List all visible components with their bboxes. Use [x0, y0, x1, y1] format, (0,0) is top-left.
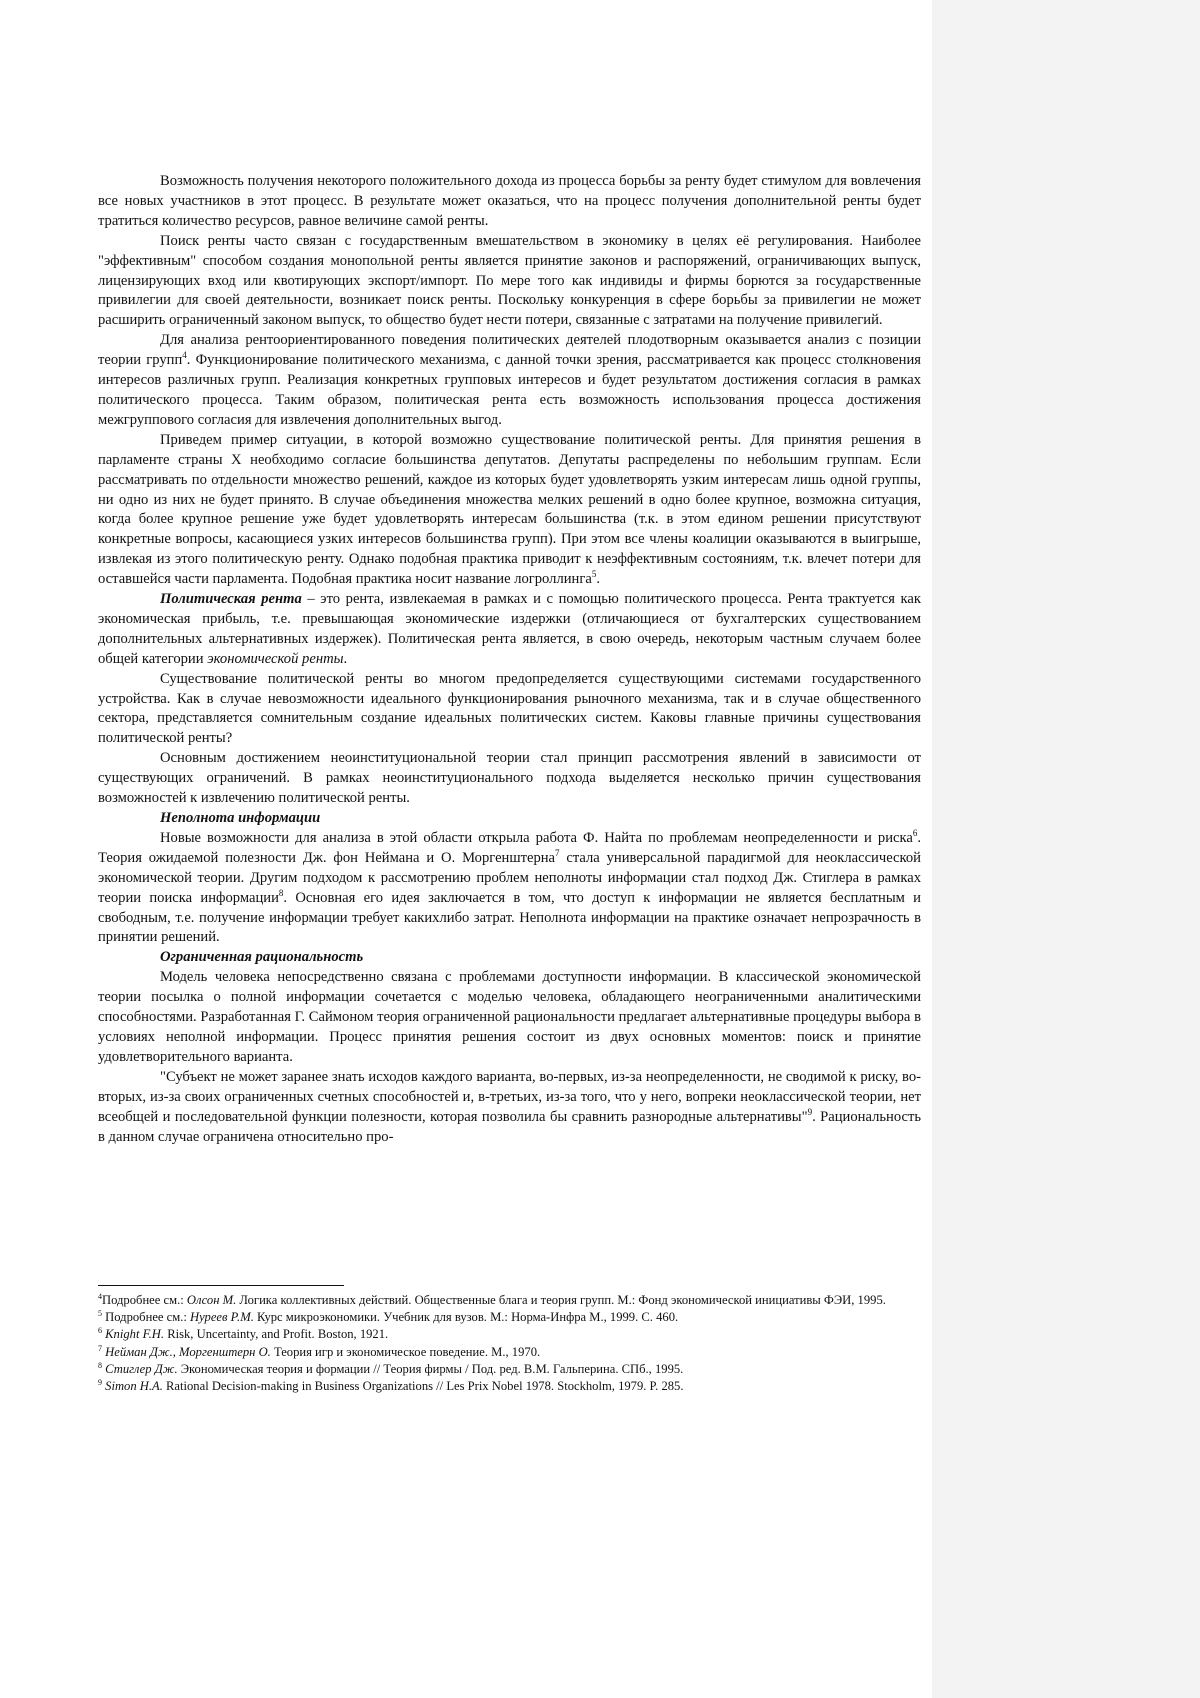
comment-pane: [932, 0, 1200, 1698]
term-political-rent: Политическая рента: [160, 591, 302, 608]
paragraph-text: стала универсальной парадигмой для неоклассической экономической теории. Другим подходом к рассмотрению проблем неполноты информации стал подход Дж. Стиглера в рамках теории поиска информации: [98, 849, 921, 906]
footnote-ref[interactable]: 7: [555, 847, 560, 858]
footnote-text: Логика коллективных действий. Общественные блага и теория групп. М.: Фонд экономической инициативы ФЭИ, 1995.: [236, 1293, 886, 1307]
footnote: [98, 1361, 921, 1378]
footnote-number: 8: [98, 1360, 102, 1370]
footnote-number: 9: [98, 1377, 102, 1387]
footnote-ref[interactable]: 8: [278, 887, 284, 898]
paragraph: Модель человека непосредственно связана с проблемами доступности информации. В классической экономической теории посылка о полной информации сочетается с моделью человека, обладающего неограниченными аналитическими способностями. Разработанная Г. Саймоном теория ограниченной рациональности предлагает альтернативные процедуры выбора в условиях неполной информации. Процесс принятия решения состоит из двух основных моментов: поиск и принятие удовлетворительного варианта.: [98, 969, 921, 1065]
paragraph-text: "Субъект не может заранее знать исходов каждого варианта, во-первых, из-за неопределенности, не сводимой к риску, во-вторых, из-за своих ограниченных счетных способностей и, в-третьих, из-за того, что у него, вопреки неоклассической теории, нет всеобщей и последовательной функции полезности, которая позволила бы сравнить разнородные альтернативы": [98, 1068, 921, 1125]
paragraph: [98, 590, 921, 670]
footnote-author: Knight F.H.: [105, 1327, 165, 1342]
footnote-author: Стиглер Дж.: [105, 1361, 178, 1376]
footnote-ref[interactable]: 6: [912, 828, 918, 839]
term-economic-rent: экономической ренты: [207, 650, 344, 667]
footnote-author: Нейман Дж., Моргенштерн О.: [105, 1344, 271, 1359]
footnote-separator: [98, 1285, 344, 1286]
footnote-ref[interactable]: 5: [591, 569, 597, 580]
footnote-author: Нуреев Р.М.: [190, 1310, 254, 1325]
footnote-text: Подробнее см.:: [102, 1310, 191, 1325]
footnote: [98, 1309, 921, 1326]
paragraph: [98, 1068, 921, 1148]
paragraph-text: . Рациональность в данном случае ограничена относительно про-: [98, 1108, 921, 1145]
paragraph: [98, 431, 921, 590]
footnotes: [98, 1292, 921, 1395]
footnote: [98, 1344, 921, 1361]
paragraph: Основным достижением неоинституциональной теории стал принцип рассмотрения явлений в зависимости от существующих ограничений. В рамках неоинституционального подхода выделяется несколько причин существования возможностей к извлечению политической ренты.: [98, 750, 921, 807]
paragraph: Поиск ренты часто связан с государственным вмешательством в экономику в целях её регулирования. Наиболее "эффективным" способом создания монопольной ренты является принятие законов и распоряжений, ограничивающих выпуск, лицензирующих вход или квотирующих экспорт/импорт. По мере того как индивиды и фирмы борются за государственные привилегии для своей деятельности, возникает поиск ренты. Поскольку конкуренция в сфере борьбы за привилегии не может расширить ограниченный законом выпуск, то общество будет нести потери, связанные с затратами на получение привилегий.: [98, 232, 921, 329]
paragraph: Существование политической ренты во многом предопределяется существующими системами государственного устройства. Как в случае невозможности идеального функционирования рыночного механизма, так и в случае общественного сектора, представляется сомнительным создание идеальных политических систем. Каковы главные причины существования политической ренты?: [98, 670, 921, 747]
paragraph-text: Для анализа рентоориентированного поведения политических деятелей плодотворным оказывается анализ с позиции теории групп: [98, 332, 921, 369]
footnote-text: Курс микроэкономики. Учебник для вузов. М.: Норма-Инфра М., 1999. С. 460.: [253, 1310, 679, 1325]
paragraph: Возможность получения некоторого положительного дохода из процесса борьбы за ренту будет стимулом для вовлечения все новых участников в этот процесс. В результате может оказаться, что на процесс получения дополнительной ренты будет тратиться количество ресурсов, равное величине самой ренты.: [98, 173, 921, 229]
footnote: [98, 1326, 921, 1343]
footnote-ref[interactable]: 9: [807, 1106, 813, 1117]
footnote-author: Simon H.A.: [105, 1379, 163, 1394]
paragraph-text: .: [343, 650, 348, 667]
paragraph: [98, 829, 921, 948]
footnote-number: 4: [98, 1291, 102, 1301]
paragraph-text: Новые возможности для анализа в этой области открыла работа Ф. Найта по проблемам неопределенности и риска: [160, 829, 913, 846]
paragraph-text: . Теория ожидаемой полезности Дж. фон Неймана и О. Моргенштерна: [98, 829, 921, 866]
section-heading: Неполнота информации: [160, 810, 321, 826]
footnote: [98, 1378, 921, 1395]
footnote-number: 6: [98, 1326, 102, 1336]
paragraph-text: Приведем пример ситуации, в которой возможно существование политической ренты. Для принятия решения в парламенте страны Х необходимо согласие большинства депутатов. Депутаты распределены по небольшим группам. Если рассматривать по отдельности множество решений, каждое из которых будет удовлетворять узким интересам лишь одной группы, ни одно из них не будет принято. В случае объединения множества мелких решений в одно более крупное, возможна ситуация, когда более крупное решение уже будет удовлетворять интересам большинства (т.к. в этом едином решении присутствуют конкретные вопросы, касающиеся узких интересов большинства групп). При этом все члены коалиции оказываются в выигрыше, извлекая из этого политическую ренту. Однако подобная практика приводит к неэффективным состояниям, т.к. влечет потери для оставшейся части парламента. Подобная практика носит название логроллинга: [98, 431, 921, 588]
footnote-ref[interactable]: 4: [182, 350, 187, 361]
paragraph-text: .: [596, 571, 600, 588]
footnote-text: Подробнее см.:: [102, 1293, 187, 1307]
paragraph-text: . Основная его идея заключается в том, что доступ к информации не является бесплатным и свободным, т.е. получение информации требует какихлибо затрат. Неполнота информации на практике означает непрозрачность в принятии решений.: [98, 889, 921, 946]
footnote-text: Rational Decision-making in Business Organizations // Les Prix Nobel 1978. Stockholm, 1979. P. 285.: [162, 1379, 684, 1394]
footnote-author: Олсон М.: [186, 1293, 237, 1307]
section-heading: Ограниченная рациональность: [160, 949, 364, 966]
footnote-number: 5: [98, 1309, 102, 1319]
paragraph: [98, 331, 921, 431]
footnote-number: 7: [98, 1343, 102, 1353]
footnote-text: Risk, Uncertainty, and Profit. Boston, 1921.: [164, 1327, 389, 1342]
footnote-text: Экономическая теория и формации // Теория фирмы / Под. ред. В.М. Гальперина. СПб., 1995.: [177, 1361, 684, 1376]
footnote-text: Теория игр и экономическое поведение. М., 1970.: [270, 1344, 541, 1359]
body-text: [98, 172, 921, 1147]
paragraph-text: – это рента, извлекаемая в рамках и с помощью политического процесса. Рента трактуется как экономическая прибыль, т.е. превышающая экономические издержки (отличающиеся от бухгалтерских существованием дополнительных альтернативных издержек). Политическая рента является, в свою очередь, некоторым частным случаем более общей категории: [98, 591, 921, 667]
paragraph-text: . Функционирование политического механизма, с данной точки зрения, рассматривается как процесс столкновения интересов различных групп. Реализация конкретных групповых интересов и будет результатом достижения согласия в рамках политического процесса. Таким образом, политическая рента есть возможность использования процесса достижения межгруппового согласия для извлечения дополнительных выгод.: [98, 352, 921, 428]
footnote: [98, 1292, 921, 1309]
